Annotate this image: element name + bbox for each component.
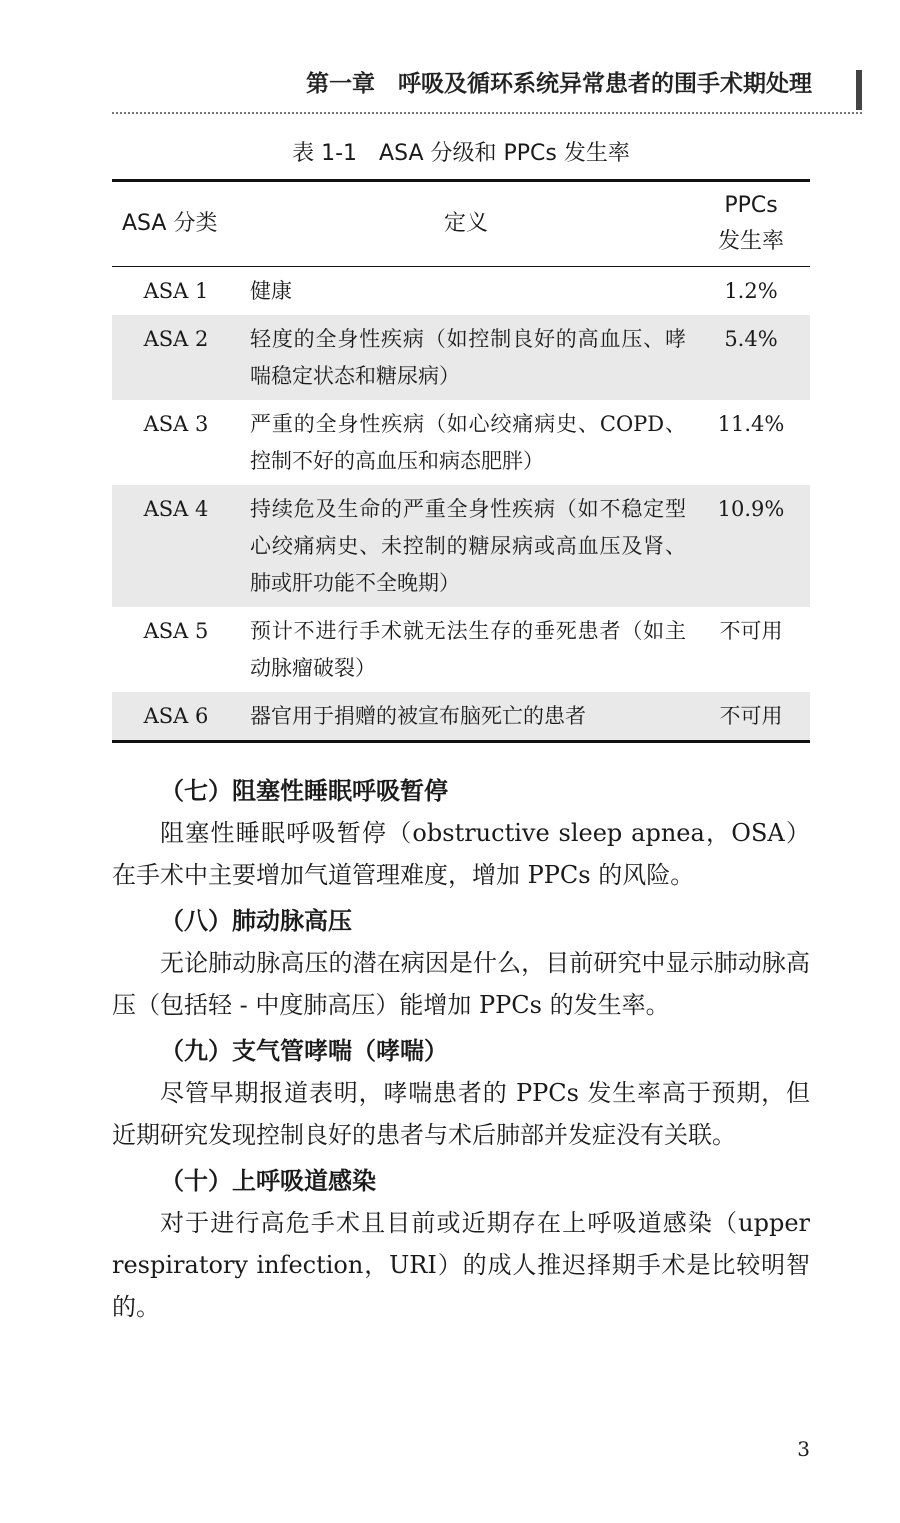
running-header: 第一章 呼吸及循环系统异常患者的围手术期处理 — [306, 71, 812, 97]
asa-class-cell: ASA 3 — [143, 412, 209, 436]
asa-class-cell: ASA 6 — [112, 692, 240, 742]
table-row — [112, 485, 810, 607]
definition-cell: 预计不进行手术就无法生存的垂死患者（如主动脉瘤破裂） — [250, 619, 686, 680]
table-row — [112, 400, 810, 485]
section-heading-asthma: （九）支气管哮喘（哮喘） — [160, 1037, 448, 1065]
definition-cell: 健康 — [250, 279, 292, 303]
definition-cell: 严重的全身性疾病（如心绞痛病史、COPD、控制不好的高血压和病态肥胖） — [250, 412, 686, 473]
table-caption: 表 1-1 ASA 分级和 PPCs 发生率 — [292, 141, 630, 166]
rate-cell: 5.4% — [692, 315, 810, 400]
section-heading-uri: （十）上呼吸道感染 — [160, 1167, 376, 1195]
rate-cell: 10.9% — [692, 485, 810, 607]
page-number: 3 — [797, 1437, 810, 1461]
rate-cell: 11.4% — [717, 412, 785, 436]
column-header-rate-line1: PPCs — [724, 193, 778, 218]
asa-table — [112, 179, 810, 743]
table-header-row — [112, 181, 810, 267]
rate-cell: 1.2% — [724, 279, 778, 303]
asa-class-cell: ASA 2 — [112, 315, 240, 400]
column-header-class: ASA 分类 — [112, 181, 240, 267]
table-row — [112, 315, 810, 400]
column-header-rate — [692, 181, 810, 267]
section-heading-pulmonary-hypertension: （八）肺动脉高压 — [160, 907, 352, 935]
asa-class-cell: ASA 4 — [112, 485, 240, 607]
asa-class-cell: ASA 5 — [143, 619, 209, 643]
asa-class-cell: ASA 1 — [143, 279, 209, 303]
definition-cell: 器官用于捐赠的被宣布脑死亡的患者 — [240, 692, 692, 742]
section-heading-osa: （七）阻塞性睡眠呼吸暂停 — [160, 777, 448, 805]
header-dotted-rule — [112, 112, 862, 114]
paragraph-osa: 阻塞性睡眠呼吸暂停（obstructive sleep apnea，OSA）在手术中主要增加气道管理难度，增加 PPCs 的风险。 — [112, 819, 810, 889]
table-row — [112, 267, 810, 316]
column-header-definition: 定义 — [240, 181, 692, 267]
paragraph-pulmonary-hypertension: 无论肺动脉高压的潜在病因是什么，目前研究中显示肺动脉高压（包括轻 - 中度肺高压）能增加 PPCs 的发生率。 — [112, 949, 810, 1019]
paragraph-asthma: 尽管早期报道表明，哮喘患者的 PPCs 发生率高于预期，但近期研究发现控制良好的患者与术后肺部并发症没有关联。 — [112, 1079, 810, 1149]
header-side-bar — [856, 70, 862, 110]
body-text — [112, 770, 810, 1332]
rate-cell: 不可用 — [692, 692, 810, 742]
table-row — [112, 607, 810, 692]
definition-cell: 轻度的全身性疾病（如控制良好的高血压、哮喘稳定状态和糖尿病） — [240, 315, 692, 400]
definition-cell: 持续危及生命的严重全身性疾病（如不稳定型心绞痛病史、未控制的糖尿病或高血压及肾、肺或肝功能不全晚期） — [240, 485, 692, 607]
column-header-rate-line2: 发生率 — [717, 229, 784, 254]
table-row — [112, 692, 810, 742]
rate-cell: 不可用 — [719, 619, 783, 643]
paragraph-uri: 对于进行高危手术且目前或近期存在上呼吸道感染（upper respiratory infection，URI）的成人推迟择期手术是比较明智的。 — [112, 1209, 810, 1321]
